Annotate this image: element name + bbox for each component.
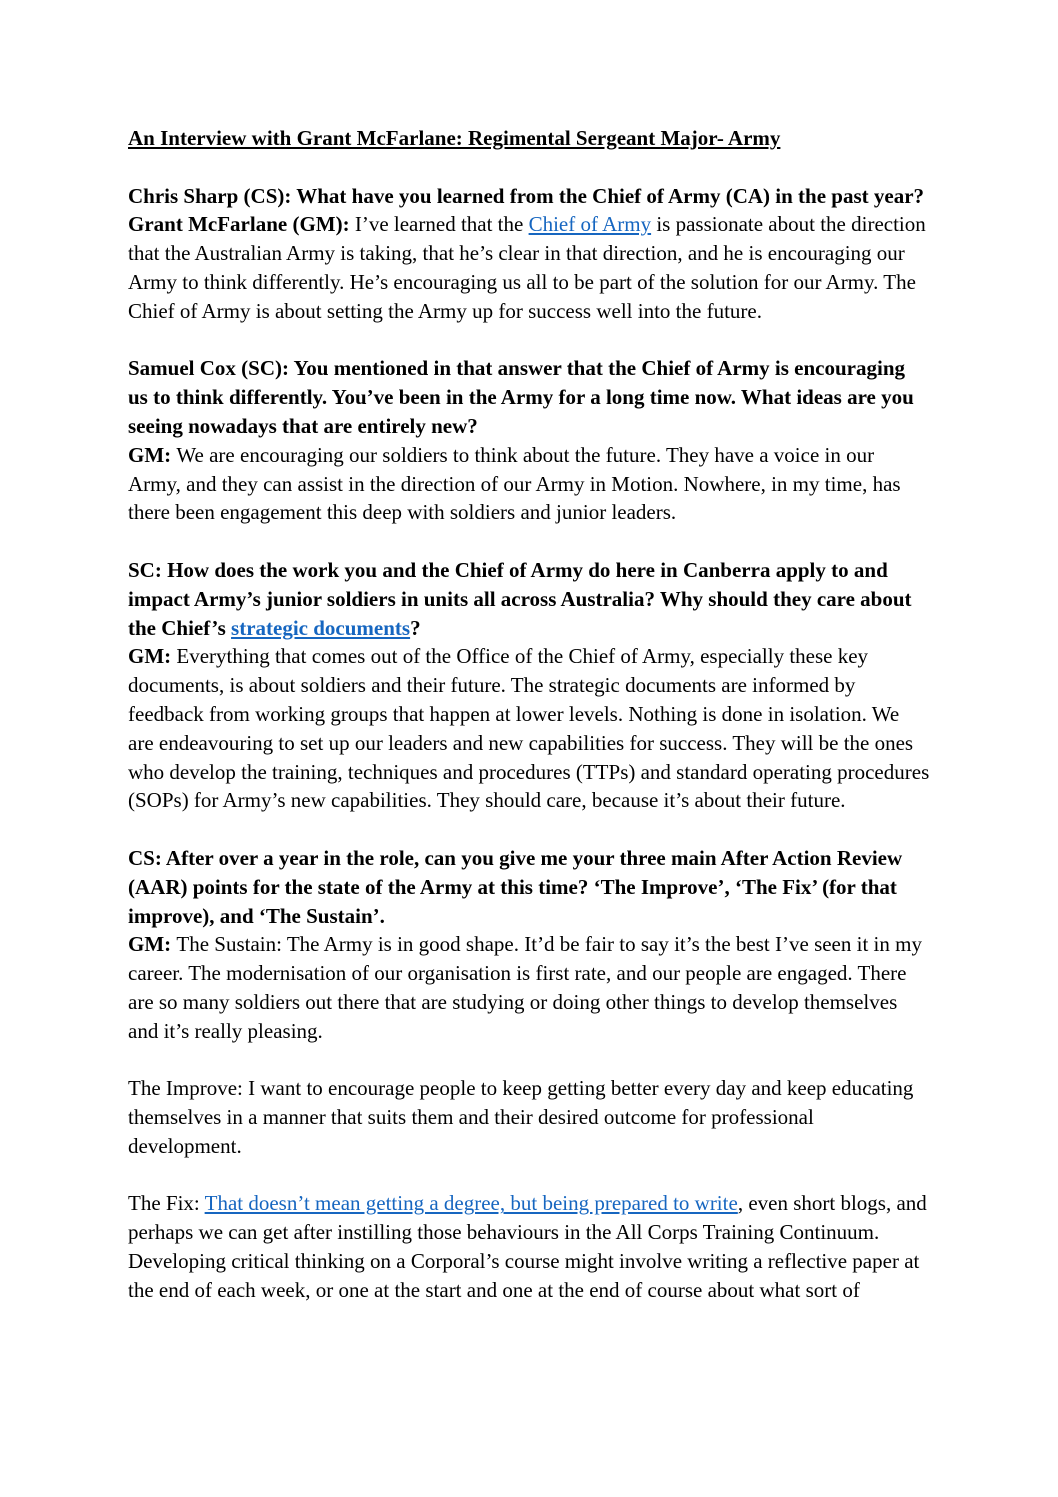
question-sc-canberra — [128, 556, 930, 642]
answer-3-text: Everything that comes out of the Office of the Chief of Army, especially these key documents, is about soldiers and their future. The strategic documents are informed by feedback from working groups that happen at lower levels. Nothing is done in isolation. We are endeavouring to set up our leaders and new capabilities for success. They will be the ones who develop the training, techniques and procedures (TTPs) and standard operating procedures (SOPs) for Army’s new capabilities. They should care, because it’s about their future. — [128, 644, 930, 813]
fix-paragraph-block — [128, 1189, 930, 1304]
answer-2-text: We are encouraging our soldiers to think about the future. They have a voice in our Army, and they can assist in the direction of our Army in Motion. Nowhere, in my time, has there been engagement this deep with soldiers and junior leaders. — [128, 442, 901, 525]
answer-4-sustain — [128, 930, 930, 1045]
fix-paragraph — [128, 1189, 930, 1304]
answer-2 — [128, 441, 930, 527]
speaker-label-gm: GM: — [128, 932, 177, 957]
question-samuel-cox: Samuel Cox (SC): You mentioned in that answer that the Chief of Army is encouraging us to think differently. You’ve been in the Army for a long time now. What ideas are you seeing nowadays that are entirely new? — [128, 356, 914, 438]
speaker-label-gm: GM: — [128, 644, 177, 669]
qa-block-4 — [128, 844, 930, 1046]
answer-4-text: The Sustain: The Army is in good shape. It’d be fair to say it’s the best I’ve seen it in my career. The modernisation of our organisation is first rate, and our people are engaged. There are so many soldiers out there that are studying or doing other things to develop themselves and it’s really pleasing. — [128, 932, 922, 1043]
question-cs-aar: CS: After over a year in the role, can you give me your three main After Action Review (AAR) points for the state of the Army at this time? ‘The Improve’, ‘The Fix’ (for that improve), and ‘The Sustain’. — [128, 845, 903, 928]
qa-block-1 — [128, 182, 930, 326]
improve-paragraph: The Improve: I want to encourage people to keep getting better every day and keep educating themselves in a manner that suits them and their desired outcome for professional development. — [128, 1076, 914, 1158]
question-3-text-pre: SC: How does the work you and the Chief of Army do here in Canberra apply to and impact Army’s junior soldiers in units all across Australia? Why should they care about the Chief’s — [128, 557, 912, 640]
fix-text-pre: The Fix: — [128, 1191, 205, 1216]
qa-block-3 — [128, 556, 930, 815]
speaker-label-gm-full: Grant McFarlane (GM): — [128, 212, 355, 237]
question-chris-sharp: Chris Sharp (CS): What have you learned from the Chief of Army (CA) in the past year? — [128, 183, 925, 208]
qa-block-2 — [128, 354, 930, 527]
answer-1-text-post: is passionate about the direction that the Australian Army is taking, that he’s clear in that direction, and he is encouraging our Army to think differently. He’s encouraging us all to be part of the solution for our Army. The Chief of Army is about setting the Army up for success well into the future. — [128, 212, 926, 323]
speaker-label-gm: GM: — [128, 442, 177, 467]
improve-paragraph-block — [128, 1074, 930, 1160]
document-title: An Interview with Grant McFarlane: Regimental Sergeant Major- Army — [128, 126, 781, 150]
fix-text-post: , even short blogs, and perhaps we can get after instilling those behaviours in the All Corps Training Continuum. Developing critical thinking on a Corporal’s course might involve writing a reflective paper at the end of each week, or one at the start and one at the end of course about what sort of — [128, 1191, 927, 1302]
answer-3 — [128, 642, 930, 815]
question-3-text-post: ? — [410, 615, 421, 640]
chief-of-army-link[interactable]: Chief of Army — [528, 212, 652, 237]
strategic-documents-link[interactable]: strategic documents — [231, 615, 411, 640]
answer-1-text-pre: I’ve learned that the — [354, 212, 529, 237]
answer-grant-mcfarlane — [128, 210, 930, 325]
prepared-to-write-link[interactable]: That doesn’t mean getting a degree, but being prepared to write — [204, 1191, 738, 1216]
